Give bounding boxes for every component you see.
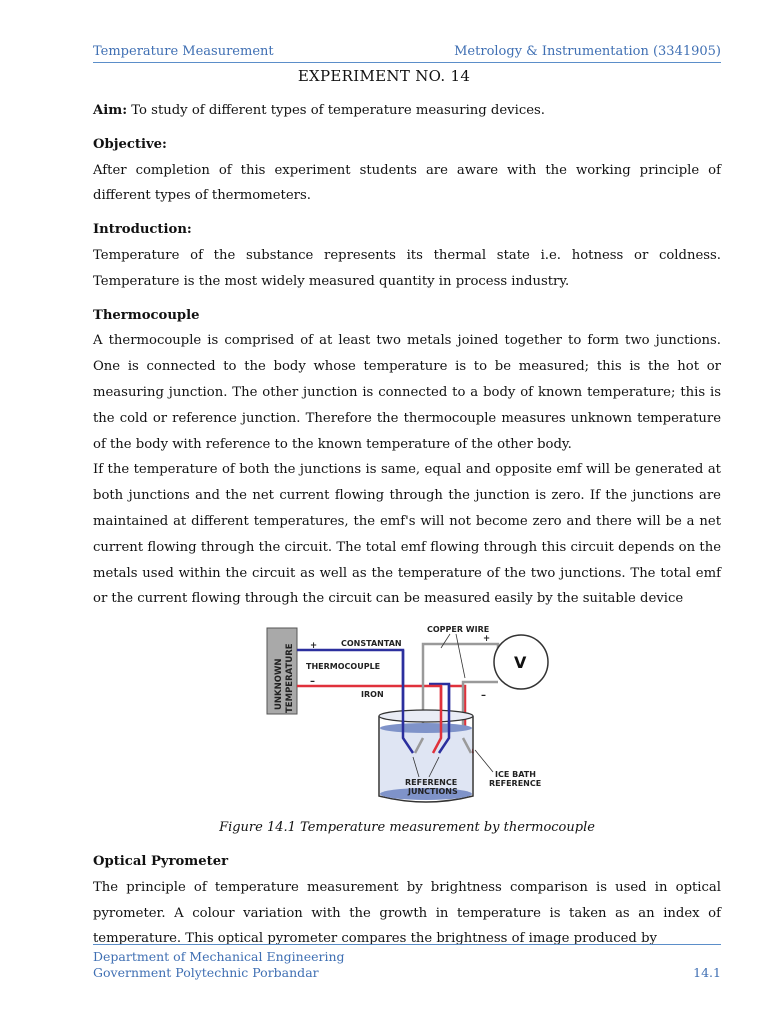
introduction-text: Temperature of the substance represents its thermal state i.e. hotness or coldness. Temperature is the most widely measured quantity in process industry. <box>93 247 721 289</box>
aim-label: Aim: <box>93 103 128 118</box>
plus-sign-right: + <box>483 634 491 645</box>
junctions-label: JUNCTIONS <box>408 787 458 797</box>
document-body <box>93 98 721 952</box>
optical-pyrometer-text: The principle of temperature measurement by brightness comparison is used in optical pyrometer. A colour variation with the growth in temperature is taken as an index of temperature. This optical pyrometer compares the brightness of image produced by <box>93 879 721 947</box>
introduction-heading: Introduction: <box>93 222 192 238</box>
optical-pyrometer-heading: Optical Pyrometer <box>93 853 229 869</box>
footer-institution: Government Polytechnic Porbandar <box>93 965 319 980</box>
reference-label: REFERENCE <box>405 778 458 788</box>
thermocouple-paragraph-1: A thermocouple is comprised of at least two metals joined together to form two junctions. One is connected to the body whose temperature is to be measured; this is the hot or measuring junction. The other junction is connected to a body of known temperature; this is the cold or reference junction. Therefore the thermocouple measures unknown temperature of the body with reference to the known temperature of the other body. <box>93 333 721 452</box>
unknown-label: UNKNOWN <box>274 658 284 711</box>
thermocouple-label: THERMOCOUPLE <box>306 662 381 672</box>
thermocouple-figure <box>93 618 721 813</box>
figure-caption: Figure 14.1 Temperature measurement by thermocouple <box>219 820 595 836</box>
temperature-label: TEMPERATURE <box>285 643 295 714</box>
aim-text: To study of different types of temperature measuring devices. <box>127 103 545 118</box>
thermocouple-diagram <box>93 618 721 813</box>
page-number: 14.1 <box>693 965 721 980</box>
page-footer <box>93 944 721 981</box>
objective-text: After completion of this experiment students are aware with the working principle of different types of thermometers. <box>93 162 721 204</box>
experiment-title: EXPERIMENT NO. 14 <box>297 67 471 85</box>
header-left-text: Temperature Measurement <box>93 44 274 59</box>
ice-bath-label: ICE BATH <box>495 770 536 780</box>
minus-sign-right: – <box>481 690 486 702</box>
voltmeter-label: V <box>514 653 527 673</box>
page-header <box>93 42 721 63</box>
thermocouple-paragraph-2: If the temperature of both the junctions is same, equal and opposite emf will be generated at both junctions and the net current flowing through the junction is zero. If the junctions are maintained at different temperatures, the emf's will not become zero and there will be a net current flowing through the circuit. The total emf flowing through this circuit depends on the metals used within the circuit as well as the temperature of the two junctions. The total emf or the current flowing through the circuit can be measured easily by the suitable device <box>93 462 721 607</box>
aim-line <box>93 98 721 124</box>
ice-bath-reference-label: REFERENCE <box>489 779 542 789</box>
constantan-label: CONSTANTAN <box>341 639 402 649</box>
plus-sign-left: + <box>310 641 318 652</box>
thermocouple-heading: Thermocouple <box>93 307 200 323</box>
iron-label: IRON <box>361 690 384 700</box>
header-right-text: Metrology & Instrumentation (3341905) <box>454 44 721 59</box>
minus-sign-left: – <box>310 676 315 688</box>
footer-department: Department of Mechanical Engineering <box>93 949 345 964</box>
objective-heading: Objective: <box>93 136 167 152</box>
copper-wire-label: COPPER WIRE <box>427 625 490 635</box>
